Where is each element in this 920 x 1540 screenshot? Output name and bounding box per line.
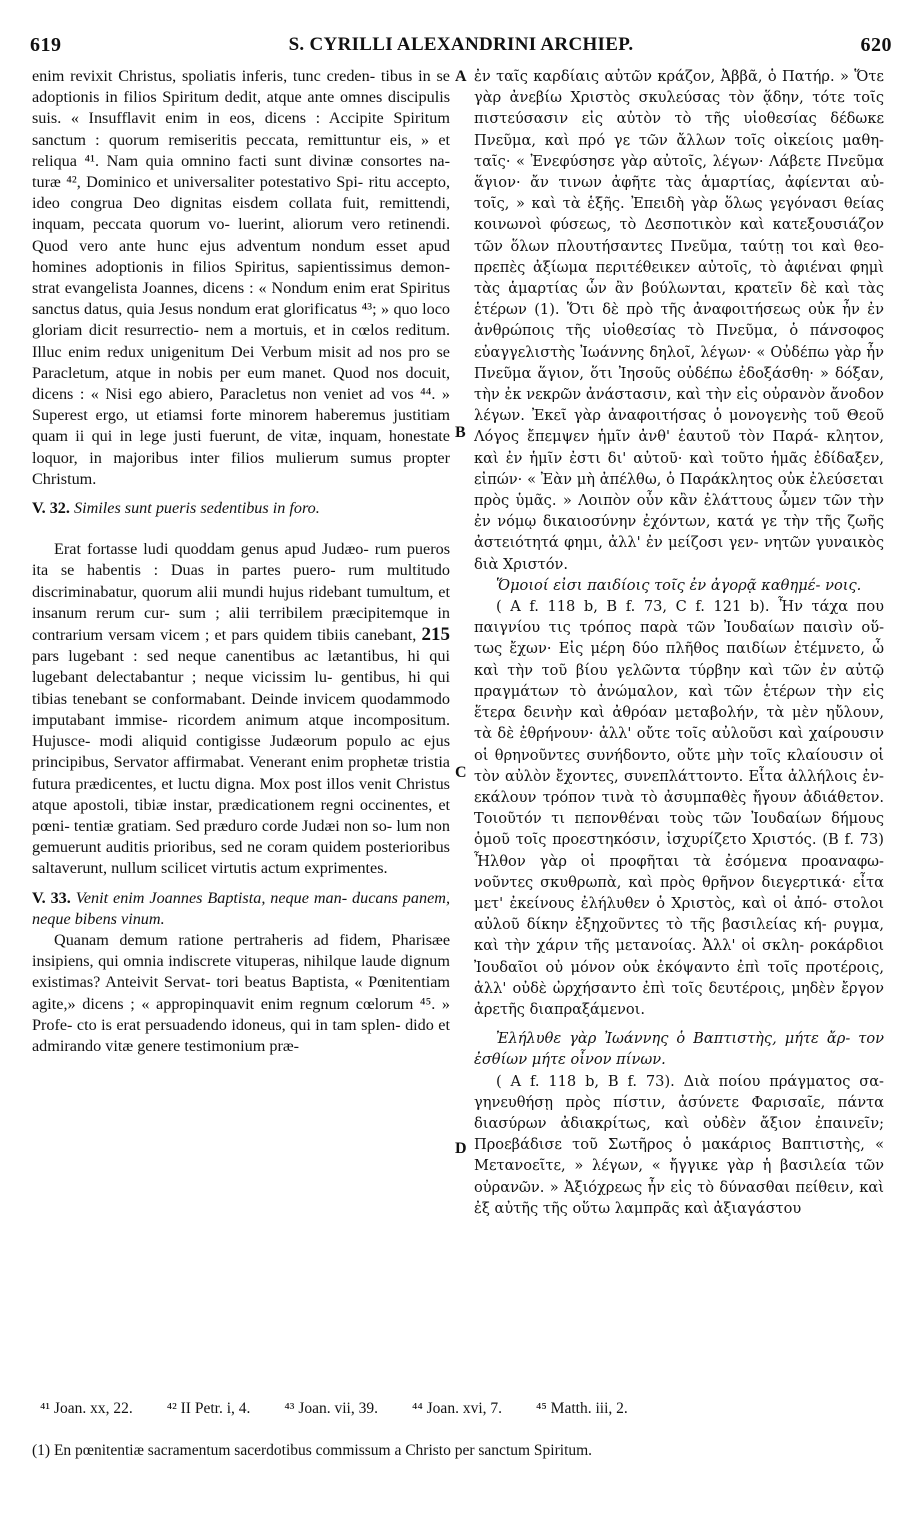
scripture-references: [32, 1398, 892, 1420]
page-header: [30, 30, 892, 60]
running-title: S. CYRILLI ALEXANDRINI ARCHIEP.: [288, 34, 634, 55]
footnote-note: (1) En pœnitentiæ sacramentum sacerdotibus commissum a Christo per sanctum Spiritum.: [32, 1442, 593, 1459]
footnote-ref: ⁴⁴ Joan. xvi, 7.: [411, 1400, 502, 1417]
footnote-ref: ⁴⁵ Matth. iii, 2.: [536, 1400, 628, 1417]
greek-paragraph-3: ( A f. 118 b, B f. 73). Διὰ ποίου πράγματος σα- γηνευθήσῃ πρὸς πίστιν, ἀσύνετε Φαρισαῖε, πάντα διασύρων ἀδιακρίτως, καὶ οὐδὲν ἄξιον ἐπαινεῖν; Προεβάδισε τοῦ Σωτῆρος ὁ μακάριος Βαπτιστὴς, « Μετανοεῖτε, » λέγων, « ἤγγικε γὰρ ἡ βασιλεία τῶν οὐρανῶν. » Ἀξιόχρεως ἦν εἰς τὸ δύνασθαι πείθειν, καὶ ἐξ αὐτῆς τῆς οὕτω λαμπρᾶς καὶ ἀξιαγάστου: [474, 1072, 884, 1217]
latin-paragraph-2: [32, 539, 450, 879]
latin-verse-32: [32, 498, 450, 519]
verse-text: Similes sunt pueris sedentibus in foro.: [73, 499, 320, 518]
verse-number: V. 33.: [32, 888, 71, 907]
greek-paragraph-2: ( A f. 118 b, B f. 73, C f. 121 b). Ἦν τάχα που παιγνίου τις τρόπος παρὰ τῶν Ἰουδαίων παισὶν οὕ- τως ἔχων· Εἰς μέρη δύο πλῆθος παιδίων ἐτέμνετο, ὧ καὶ τὴν τοῦ βίου γελῶντα τύρβην καὶ τῶν ἐν αὐτῷ πραγμάτων τὸ ἀνώμαλον, καὶ τῶν ἑτέρων τὴν εἰς ἕτερα δεινὴν καὶ ἀθρόαν μεταβολήν, τὰ μὲν ηὔλουν, τὰ δὲ ἐθρήνουν· ἀλλ' οὔτε τοῖς αὐλοῦσι καὶ χαίρουσιν οἱ θρηνοῦντες συνήδοντο, οὔτε μὴν τοῖς κλαίουσιν οἱ τὸν αὐλὸν ἔχοντες, συνεπλάττοντο. Εἶτα ἀλλήλοις ἐν- εκάλουν τρόπον τινὰ τὸ ἀσυμπαθὲς ἤγουν ἀδιάθετον. Τοιοῦτόν τι πεπονθέναι τοὺς τῶν Ἰουδαίων δήμους ὁμοῦ τοῖς προεστηκόσιν, ἰσχυρίζετο Χριστός. (B f. 73) Ἦλθον γὰρ οἱ προφῆται τὰ ἐσόμενα προαναφω- νοῦντες σκυθρωπὰ, καὶ πρὸς θρῆνον διεγερτικά· εἶτα μετ' ἐκείνους ἐλήλυθεν ὁ Χριστὸς, καὶ οἱ ἀπό- στολοι αὐλοῦ δίκην ἐξηχοῦντες τὸ τῆς βασιλείας κή- ρυγμα, καὶ τὴν χάριν τῆς μετανοίας. Ἀλλ' οἱ σκλη- ροκάρδιοι Ἰουδαῖοι οὐ μόνον οὐκ ἐκόψαντο ἐπὶ τοῖς προτέροις, ἀλλ' οὐδὲ ὠρχήσαντο ἐπὶ τοῖς δευτέροις, μηδὲν ἔργον ἀρετῆς διαπραξάμενοι.: [474, 598, 884, 1018]
greek-paragraph-1: ἐν ταῖς καρδίαις αὐτῶν κράζον, Ἀββᾶ, ὁ Πατήρ. » Ὅτε γὰρ ἀνεβίω Χριστὸς σκυλεύσας τὸν ᾅδην, τότε τοῖς πιστεύσασιν εἰς αὐτὸν τὸ τῆς υἱοθεσίας δέδωκε Πνεῦμα, καὶ πρό γε τῶν ἄλλων τοῖς οἰκείοις μαθη- ταῖς· « Ἐνεφύσησε γὰρ αὐτοῖς, λέγων· Λάβετε Πνεῦμα ἅγιον· ἄν τινων ἀφῆτε τὰς ἁμαρτίας, ἀφίενται αὐ- τοῖς, » καὶ τὰ ἑξῆς. Ἐπειδὴ γὰρ ὅλως γεγόνασι θείας κοινωνοὶ φύσεως, τὸ Δεσποτικὸν καὶ κατεξουσιάζον τῶν ὅλων πλουτήσαντες Πνεῦμα, ταύτῃ τοι καὶ θεο- πρεπὲς ἀξίωμα περιτέθεικεν αὐτοῖς, τὸ ἀφιέναι φημὶ τὰς ἁμαρτίας ὧν ἂν βούλωνται, κρατεῖν δὲ καὶ τὰς ἑτέρων (1). Ὅτι δὲ πρὸ τῆς ἀναφοιτήσεως οὐκ ἦν ἐν ἀνθρώποις τῆς υἱοθεσίας τὸ Πνεῦμα, ὁ πάνσοφος εὐαγγελιστὴς Ἰωάννης δηλοῖ, λέγων· « Οὐδέπω γὰρ ἦν Πνεῦμα ἅγιον, ὅτι Ἰησοῦς οὐδέπω ἐδοξάσθη· » δόξαν, τὴν ἐκ νεκρῶν ἀνάστασιν, καὶ τὴν εἰς οὐρανὸν ἄνοδον λέγων. Ἐκεῖ γὰρ ἀναφοιτήσας ὁ μονογενὴς τοῦ Θεοῦ Λόγος ἔπεμψεν ἡμῖν ἀνθ' ἑαυτοῦ τὸν Παρά- κλητον, καὶ ἐν ἡμῖν ἐστι δι' αὐτοῦ· καὶ τοῦτο ἡμᾶς ἐδίδαξεν, εἰπών· « Ἐὰν μὴ ἀπέλθω, ὁ Παράκλητος οὐκ ἐλεύσεται πρὸς ὑμᾶς. » Λοιπὸν οὖν κἂν ἐλάττους ὦμεν τῶν τὴν ἐν νόμῳ δικαιοσύνην ἐχόντων, κατά γε τὴν τῆς ζωῆς ἀστειότητά φημι, ἀλλ' ἐν μείζοσι γεν- νητῶν γυναικὸς διὰ Χριστόν.: [474, 68, 884, 573]
latin-verse-33: [32, 888, 450, 930]
latin-paragraph-2a: Erat fortasse ludi quoddam genus apud Judæo- rum pueros ita se habentis : Duas in partes puero- rum multitudo discriminabatur, quorum alii mundi hujus ridebant tumultum, et insanum rerum cur- sum ; alii terribilem præcipitemque in contrarium versam vicem ; et pars quidem tibiis canebant,: [32, 540, 450, 645]
verse-number: V. 32.: [32, 499, 70, 518]
greek-verse-1: Ὅμοιοί εἰσι παιδίοις τοῖς ἐν ἀγορᾷ καθημέ- νοις.: [496, 576, 862, 594]
margin-letter-b: B: [455, 424, 466, 441]
page-number-right: 620: [860, 33, 892, 56]
greek-column: [474, 66, 884, 1219]
latin-paragraph-2b: pars lugebant : sed neque canentibus ac lætantibus, hi qui lugebant delectabantur ; neque vicissim lu- gentibus, hi qui tibias tenebant se conformabant. Deinde invicem quodammodo imputabant immise- ricordem animum atque incompositum. Hujusce- modi aliquid contigisse Judæorum populo ac ejus principibus, Servator affirmabat. Venerant enim prophetæ tristia futura prædicentes, et luctu digna. Mox post illos venit Christus atque apostoli, tibiæ instar, prædicationem regni occinentes, et pœni- tentiæ gratiam. Sed præduro corde Judæi non so- lum non gemuerunt auditis prioribus, sed ne coram quidem posterioribus saltaverunt, nullum scilicet virtutis actum exprimentes.: [32, 647, 450, 878]
margin-letter-d: D: [455, 1140, 467, 1157]
margin-letter-a: A: [455, 68, 467, 85]
footnote-ref: ⁴³ Joan. vii, 39.: [284, 1400, 378, 1417]
verse-text: Venit enim Joannes Baptista, neque man- ducans panem, neque bibens vinum.: [32, 888, 451, 928]
latin-paragraph-3: Quanam demum ratione pertraheris ad fidem, Pharisæe insipiens, qui omnia indiscrete vituperas, nihilque laude dignum existimas? Anteivit Servat- tori beatus Baptista, « Pœnitentiam agite,» dicens ; « appropinquavit enim regnum cœlorum ⁴⁵. » Profe- cto is erat persuadendo idoneus, qui in tam splen- dido et admirando vitæ genere testimonium præ-: [32, 930, 450, 1055]
page-number-left: 619: [30, 33, 62, 56]
margin-letter-c: C: [455, 764, 467, 781]
footnote-ref: ⁴¹ Joan. xx, 22.: [40, 1400, 133, 1417]
latin-paragraph-1: enim revixit Christus, spoliatis inferis, tunc creden- tibus in se adoptionis in filios Spiritum dedit, atque ante omnes discipulis suis. « Insufflavit enim in eos, dicens : Accipite Spiritum sanctum : quorum remiseritis peccata, remittuntur eis, » et reliqua ⁴¹. Nam quia omnino facti sunt divinæ consortes na- turæ ⁴², Dominico et universaliter potestativo Spi- ritu accepto, ideo congrua Deo dignitas eisdem collata fuit, remittendi, inquam, peccata quorum vo- luerint, aliorum vero retinendi. Quod vero ante hunc ejus adventum nondum esset apud homines adoptionis in filios Spiritus, sapientissimus demon- strat evangelista Joannes, dicens : « Nondum enim erat Spiritus sanctus datus, quia Jesus nondum erat glorificatus ⁴³; » quo loco gloriam dicit resurrectio- nem a mortuis, et in cœlos reditum. Illuc enim redux unigenitum Dei Verbum misit ad nos pro se Paracletum, atque in nobis per eum manet. Quod nos docuit, dicens : « Nisi ego abiero, Paracletus non veniet ad vos ⁴⁴. » Superest ergo, ut etiamsi forte minorem haberemus justitiam quam ii qui in lege justi fuerunt, de vitæ, inquam, honestate loquor, in majoribus inter filios mulierum sumus propter Christum.: [32, 67, 450, 488]
greek-verse-2: Ἐλήλυθε γὰρ Ἰωάννης ὁ Βαπτιστὴς, μήτε ἄρ- τον ἐσθίων μήτε οἶνον πίνων.: [474, 1030, 884, 1069]
latin-column: [32, 66, 450, 1057]
footnote-ref: ⁴² II Petr. i, 4.: [166, 1400, 251, 1417]
footnotes: [32, 1398, 892, 1462]
column-number: 215: [421, 624, 450, 646]
